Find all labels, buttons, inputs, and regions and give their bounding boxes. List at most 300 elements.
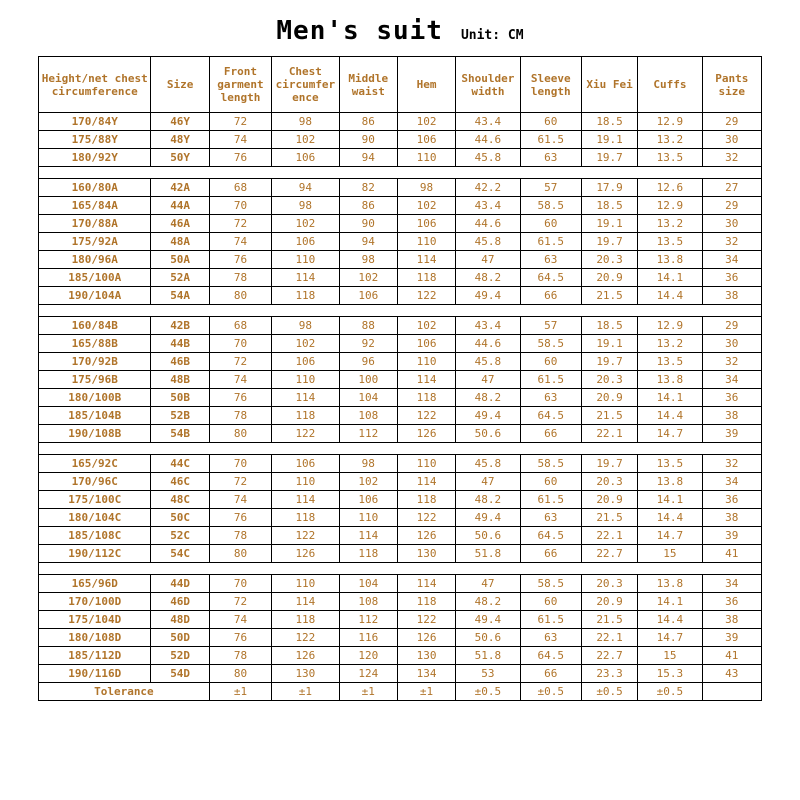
value-cell: 45.8: [456, 149, 520, 167]
table-row: [39, 407, 762, 425]
value-cell: 61.5: [520, 233, 581, 251]
value-cell: 110: [339, 509, 397, 527]
value-cell: 110: [397, 353, 455, 371]
value-cell: 61.5: [520, 371, 581, 389]
value-cell: 64.5: [520, 647, 581, 665]
value-cell: 18.5: [581, 317, 637, 335]
column-header-7: Shoulder width: [456, 57, 520, 113]
value-cell: 64.5: [520, 269, 581, 287]
table-row: [39, 647, 762, 665]
value-cell: 90: [339, 131, 397, 149]
value-cell: 66: [520, 425, 581, 443]
value-cell: 64.5: [520, 407, 581, 425]
value-cell: 66: [520, 287, 581, 305]
value-cell: 20.3: [581, 473, 637, 491]
value-cell: 47: [456, 251, 520, 269]
table-row: [39, 179, 762, 197]
height-chest-cell: 175/96B: [39, 371, 151, 389]
value-cell: 51.8: [456, 545, 520, 563]
column-header-6: Hem: [397, 57, 455, 113]
value-cell: 80: [209, 287, 271, 305]
size-cell: 50A: [151, 251, 209, 269]
size-cell: 44D: [151, 575, 209, 593]
height-chest-cell: 170/92B: [39, 353, 151, 371]
value-cell: 66: [520, 545, 581, 563]
value-cell: 20.9: [581, 593, 637, 611]
value-cell: 118: [272, 287, 339, 305]
value-cell: 74: [209, 371, 271, 389]
size-cell: 48Y: [151, 131, 209, 149]
value-cell: 122: [272, 527, 339, 545]
height-chest-cell: 160/80A: [39, 179, 151, 197]
value-cell: 22.7: [581, 545, 637, 563]
size-cell: 48C: [151, 491, 209, 509]
value-cell: 43: [702, 665, 761, 683]
value-cell: 47: [456, 371, 520, 389]
height-chest-cell: 185/112D: [39, 647, 151, 665]
table-row: [39, 545, 762, 563]
value-cell: 29: [702, 113, 761, 131]
value-cell: 130: [397, 647, 455, 665]
value-cell: 48.2: [456, 593, 520, 611]
column-header-2: Size: [151, 57, 209, 113]
size-cell: 44B: [151, 335, 209, 353]
size-cell: 48D: [151, 611, 209, 629]
value-cell: 86: [339, 197, 397, 215]
value-cell: 114: [272, 491, 339, 509]
value-cell: 102: [272, 131, 339, 149]
value-cell: 60: [520, 353, 581, 371]
size-cell: 46C: [151, 473, 209, 491]
value-cell: 108: [339, 593, 397, 611]
value-cell: 58.5: [520, 455, 581, 473]
height-chest-cell: 180/100B: [39, 389, 151, 407]
height-chest-cell: 160/84B: [39, 317, 151, 335]
value-cell: 41: [702, 647, 761, 665]
size-cell: 54A: [151, 287, 209, 305]
value-cell: 57: [520, 317, 581, 335]
value-cell: 32: [702, 233, 761, 251]
value-cell: 19.1: [581, 335, 637, 353]
column-header-4: Chest circumference: [272, 57, 339, 113]
table-row: [39, 317, 762, 335]
group-separator: [39, 167, 762, 179]
value-cell: 60: [520, 113, 581, 131]
column-header-10: Cuffs: [638, 57, 702, 113]
size-cell: 52C: [151, 527, 209, 545]
value-cell: 70: [209, 197, 271, 215]
value-cell: 102: [339, 269, 397, 287]
tolerance-value-cell: ±0.5: [581, 683, 637, 701]
value-cell: 19.7: [581, 149, 637, 167]
size-cell: 44C: [151, 455, 209, 473]
value-cell: 106: [339, 287, 397, 305]
height-chest-cell: 170/88A: [39, 215, 151, 233]
value-cell: 110: [272, 371, 339, 389]
page-title: Men's suit: [276, 16, 443, 46]
height-chest-cell: 165/92C: [39, 455, 151, 473]
value-cell: 102: [397, 317, 455, 335]
value-cell: 100: [339, 371, 397, 389]
value-cell: 116: [339, 629, 397, 647]
value-cell: 22.1: [581, 425, 637, 443]
value-cell: 122: [272, 425, 339, 443]
value-cell: 70: [209, 335, 271, 353]
value-cell: 13.8: [638, 251, 702, 269]
group-separator: [39, 443, 762, 455]
value-cell: 32: [702, 149, 761, 167]
value-cell: 14.7: [638, 629, 702, 647]
value-cell: 20.3: [581, 575, 637, 593]
value-cell: 70: [209, 455, 271, 473]
value-cell: 106: [272, 233, 339, 251]
value-cell: 32: [702, 455, 761, 473]
size-cell: 46D: [151, 593, 209, 611]
separator-cell: [39, 167, 762, 179]
tolerance-value-cell: ±0.5: [638, 683, 702, 701]
separator-cell: [39, 443, 762, 455]
value-cell: 49.4: [456, 407, 520, 425]
value-cell: 39: [702, 425, 761, 443]
value-cell: 78: [209, 269, 271, 287]
value-cell: 32: [702, 353, 761, 371]
height-chest-cell: 185/104B: [39, 407, 151, 425]
height-chest-cell: 175/104D: [39, 611, 151, 629]
value-cell: 13.5: [638, 149, 702, 167]
size-cell: 46A: [151, 215, 209, 233]
table-row: [39, 335, 762, 353]
height-chest-cell: 180/92Y: [39, 149, 151, 167]
height-chest-cell: 165/84A: [39, 197, 151, 215]
table-row: [39, 215, 762, 233]
value-cell: 130: [272, 665, 339, 683]
value-cell: 72: [209, 215, 271, 233]
value-cell: 94: [339, 233, 397, 251]
value-cell: 14.1: [638, 491, 702, 509]
value-cell: 14.4: [638, 509, 702, 527]
value-cell: 12.9: [638, 317, 702, 335]
value-cell: 19.1: [581, 131, 637, 149]
value-cell: 122: [397, 287, 455, 305]
value-cell: 61.5: [520, 491, 581, 509]
value-cell: 50.6: [456, 425, 520, 443]
value-cell: 126: [397, 629, 455, 647]
value-cell: 15: [638, 545, 702, 563]
table-row: [39, 509, 762, 527]
size-cell: 48B: [151, 371, 209, 389]
size-cell: 44A: [151, 197, 209, 215]
height-chest-cell: 180/108D: [39, 629, 151, 647]
value-cell: 102: [397, 197, 455, 215]
value-cell: 110: [397, 149, 455, 167]
value-cell: 13.2: [638, 215, 702, 233]
value-cell: 120: [339, 647, 397, 665]
value-cell: 130: [397, 545, 455, 563]
value-cell: 58.5: [520, 197, 581, 215]
height-chest-cell: 190/108B: [39, 425, 151, 443]
value-cell: 22.7: [581, 647, 637, 665]
value-cell: 118: [397, 269, 455, 287]
size-cell: 54D: [151, 665, 209, 683]
value-cell: 63: [520, 149, 581, 167]
value-cell: 36: [702, 269, 761, 287]
value-cell: 13.5: [638, 455, 702, 473]
separator-cell: [39, 305, 762, 317]
value-cell: 114: [397, 371, 455, 389]
value-cell: 102: [272, 335, 339, 353]
tolerance-value-cell: ±1: [339, 683, 397, 701]
value-cell: 43.4: [456, 317, 520, 335]
value-cell: 134: [397, 665, 455, 683]
size-cell: 50Y: [151, 149, 209, 167]
value-cell: 106: [397, 335, 455, 353]
value-cell: 13.2: [638, 131, 702, 149]
table-row: [39, 197, 762, 215]
value-cell: 34: [702, 251, 761, 269]
value-cell: 114: [272, 389, 339, 407]
value-cell: 94: [339, 149, 397, 167]
value-cell: 29: [702, 197, 761, 215]
height-chest-cell: 185/108C: [39, 527, 151, 545]
value-cell: 48.2: [456, 389, 520, 407]
value-cell: 118: [397, 593, 455, 611]
value-cell: 15: [638, 647, 702, 665]
tolerance-value-cell: ±1: [272, 683, 339, 701]
value-cell: 20.3: [581, 251, 637, 269]
value-cell: 122: [397, 509, 455, 527]
value-cell: 57: [520, 179, 581, 197]
value-cell: 102: [339, 473, 397, 491]
value-cell: 14.4: [638, 287, 702, 305]
value-cell: 126: [272, 647, 339, 665]
value-cell: 42.2: [456, 179, 520, 197]
table-row: [39, 113, 762, 131]
value-cell: 21.5: [581, 509, 637, 527]
value-cell: 118: [339, 545, 397, 563]
value-cell: 106: [339, 491, 397, 509]
value-cell: 106: [272, 455, 339, 473]
value-cell: 22.1: [581, 629, 637, 647]
value-cell: 118: [397, 491, 455, 509]
value-cell: 39: [702, 629, 761, 647]
table-row: [39, 611, 762, 629]
value-cell: 58.5: [520, 575, 581, 593]
height-chest-cell: 165/88B: [39, 335, 151, 353]
table-row: [39, 593, 762, 611]
column-header-9: Xiu Fei: [581, 57, 637, 113]
value-cell: 104: [339, 389, 397, 407]
value-cell: 20.9: [581, 269, 637, 287]
height-chest-cell: 175/88Y: [39, 131, 151, 149]
size-cell: 46Y: [151, 113, 209, 131]
size-cell: 42A: [151, 179, 209, 197]
value-cell: 19.7: [581, 233, 637, 251]
value-cell: 13.8: [638, 473, 702, 491]
value-cell: 98: [272, 317, 339, 335]
unit-label: Unit: CM: [460, 28, 524, 43]
table-row: [39, 455, 762, 473]
height-chest-cell: 185/100A: [39, 269, 151, 287]
height-chest-cell: 175/92A: [39, 233, 151, 251]
tolerance-label: Tolerance: [39, 683, 210, 701]
table-row: [39, 665, 762, 683]
value-cell: 49.4: [456, 611, 520, 629]
height-chest-cell: 175/100C: [39, 491, 151, 509]
value-cell: 114: [397, 473, 455, 491]
tolerance-value-cell: ±0.5: [456, 683, 520, 701]
value-cell: 20.9: [581, 491, 637, 509]
value-cell: 110: [397, 233, 455, 251]
value-cell: 49.4: [456, 509, 520, 527]
value-cell: 49.4: [456, 287, 520, 305]
value-cell: 76: [209, 389, 271, 407]
value-cell: 22.1: [581, 527, 637, 545]
value-cell: 13.8: [638, 575, 702, 593]
value-cell: 102: [397, 113, 455, 131]
value-cell: 114: [397, 251, 455, 269]
value-cell: 74: [209, 491, 271, 509]
table-row: [39, 527, 762, 545]
value-cell: 48.2: [456, 269, 520, 287]
size-cell: 50B: [151, 389, 209, 407]
value-cell: 13.8: [638, 371, 702, 389]
value-cell: 14.7: [638, 527, 702, 545]
column-header-3: Front garment length: [209, 57, 271, 113]
column-header-8: Sleeve length: [520, 57, 581, 113]
value-cell: 21.5: [581, 287, 637, 305]
value-cell: 14.1: [638, 269, 702, 287]
value-cell: 51.8: [456, 647, 520, 665]
table-row: [39, 353, 762, 371]
value-cell: 34: [702, 371, 761, 389]
value-cell: 45.8: [456, 353, 520, 371]
value-cell: 15.3: [638, 665, 702, 683]
table-row: [39, 473, 762, 491]
column-header-11: Pants size: [702, 57, 761, 113]
value-cell: 78: [209, 407, 271, 425]
value-cell: 126: [397, 425, 455, 443]
value-cell: 60: [520, 215, 581, 233]
size-cell: 54B: [151, 425, 209, 443]
value-cell: 66: [520, 665, 581, 683]
value-cell: 60: [520, 593, 581, 611]
value-cell: 106: [272, 149, 339, 167]
table-row: [39, 371, 762, 389]
table-row: [39, 425, 762, 443]
value-cell: 74: [209, 131, 271, 149]
value-cell: 122: [397, 407, 455, 425]
value-cell: 45.8: [456, 233, 520, 251]
value-cell: 114: [272, 269, 339, 287]
size-cell: 46B: [151, 353, 209, 371]
value-cell: 68: [209, 179, 271, 197]
value-cell: 47: [456, 473, 520, 491]
value-cell: 38: [702, 509, 761, 527]
value-cell: 118: [397, 389, 455, 407]
page-header: [0, 0, 800, 46]
value-cell: 39: [702, 527, 761, 545]
value-cell: 36: [702, 491, 761, 509]
value-cell: 60: [520, 473, 581, 491]
value-cell: 92: [339, 335, 397, 353]
size-cell: 52B: [151, 407, 209, 425]
value-cell: 43.4: [456, 113, 520, 131]
value-cell: 43.4: [456, 197, 520, 215]
value-cell: 90: [339, 215, 397, 233]
value-cell: 30: [702, 131, 761, 149]
height-chest-cell: 190/116D: [39, 665, 151, 683]
value-cell: 14.4: [638, 407, 702, 425]
group-separator: [39, 305, 762, 317]
size-cell: 50C: [151, 509, 209, 527]
height-chest-cell: 170/84Y: [39, 113, 151, 131]
value-cell: 72: [209, 113, 271, 131]
height-chest-cell: 165/96D: [39, 575, 151, 593]
value-cell: 13.2: [638, 335, 702, 353]
tolerance-value-cell: ±1: [397, 683, 455, 701]
value-cell: 17.9: [581, 179, 637, 197]
value-cell: 14.1: [638, 593, 702, 611]
value-cell: 106: [397, 131, 455, 149]
value-cell: 38: [702, 407, 761, 425]
value-cell: 63: [520, 509, 581, 527]
table-row: [39, 389, 762, 407]
value-cell: 45.8: [456, 455, 520, 473]
value-cell: 118: [272, 509, 339, 527]
value-cell: 36: [702, 593, 761, 611]
table-row: [39, 629, 762, 647]
value-cell: 110: [272, 251, 339, 269]
value-cell: 108: [339, 407, 397, 425]
value-cell: 76: [209, 629, 271, 647]
height-chest-cell: 190/112C: [39, 545, 151, 563]
table-row: [39, 149, 762, 167]
value-cell: 19.1: [581, 215, 637, 233]
value-cell: 74: [209, 233, 271, 251]
size-chart-table: [38, 56, 762, 701]
value-cell: 96: [339, 353, 397, 371]
value-cell: 104: [339, 575, 397, 593]
height-chest-cell: 190/104A: [39, 287, 151, 305]
value-cell: 64.5: [520, 527, 581, 545]
value-cell: 124: [339, 665, 397, 683]
value-cell: 63: [520, 389, 581, 407]
value-cell: 112: [339, 425, 397, 443]
value-cell: 38: [702, 611, 761, 629]
value-cell: 27: [702, 179, 761, 197]
value-cell: 114: [339, 527, 397, 545]
height-chest-cell: 170/100D: [39, 593, 151, 611]
value-cell: 94: [272, 179, 339, 197]
value-cell: 74: [209, 611, 271, 629]
table-row: [39, 491, 762, 509]
value-cell: 98: [339, 251, 397, 269]
table-row: [39, 251, 762, 269]
value-cell: 72: [209, 473, 271, 491]
table-row: [39, 233, 762, 251]
value-cell: 78: [209, 647, 271, 665]
value-cell: 14.1: [638, 389, 702, 407]
value-cell: 86: [339, 113, 397, 131]
size-cell: 42B: [151, 317, 209, 335]
value-cell: 13.5: [638, 233, 702, 251]
value-cell: 98: [272, 197, 339, 215]
value-cell: 19.7: [581, 455, 637, 473]
value-cell: 47: [456, 575, 520, 593]
value-cell: 118: [272, 611, 339, 629]
size-cell: 50D: [151, 629, 209, 647]
value-cell: 122: [397, 611, 455, 629]
